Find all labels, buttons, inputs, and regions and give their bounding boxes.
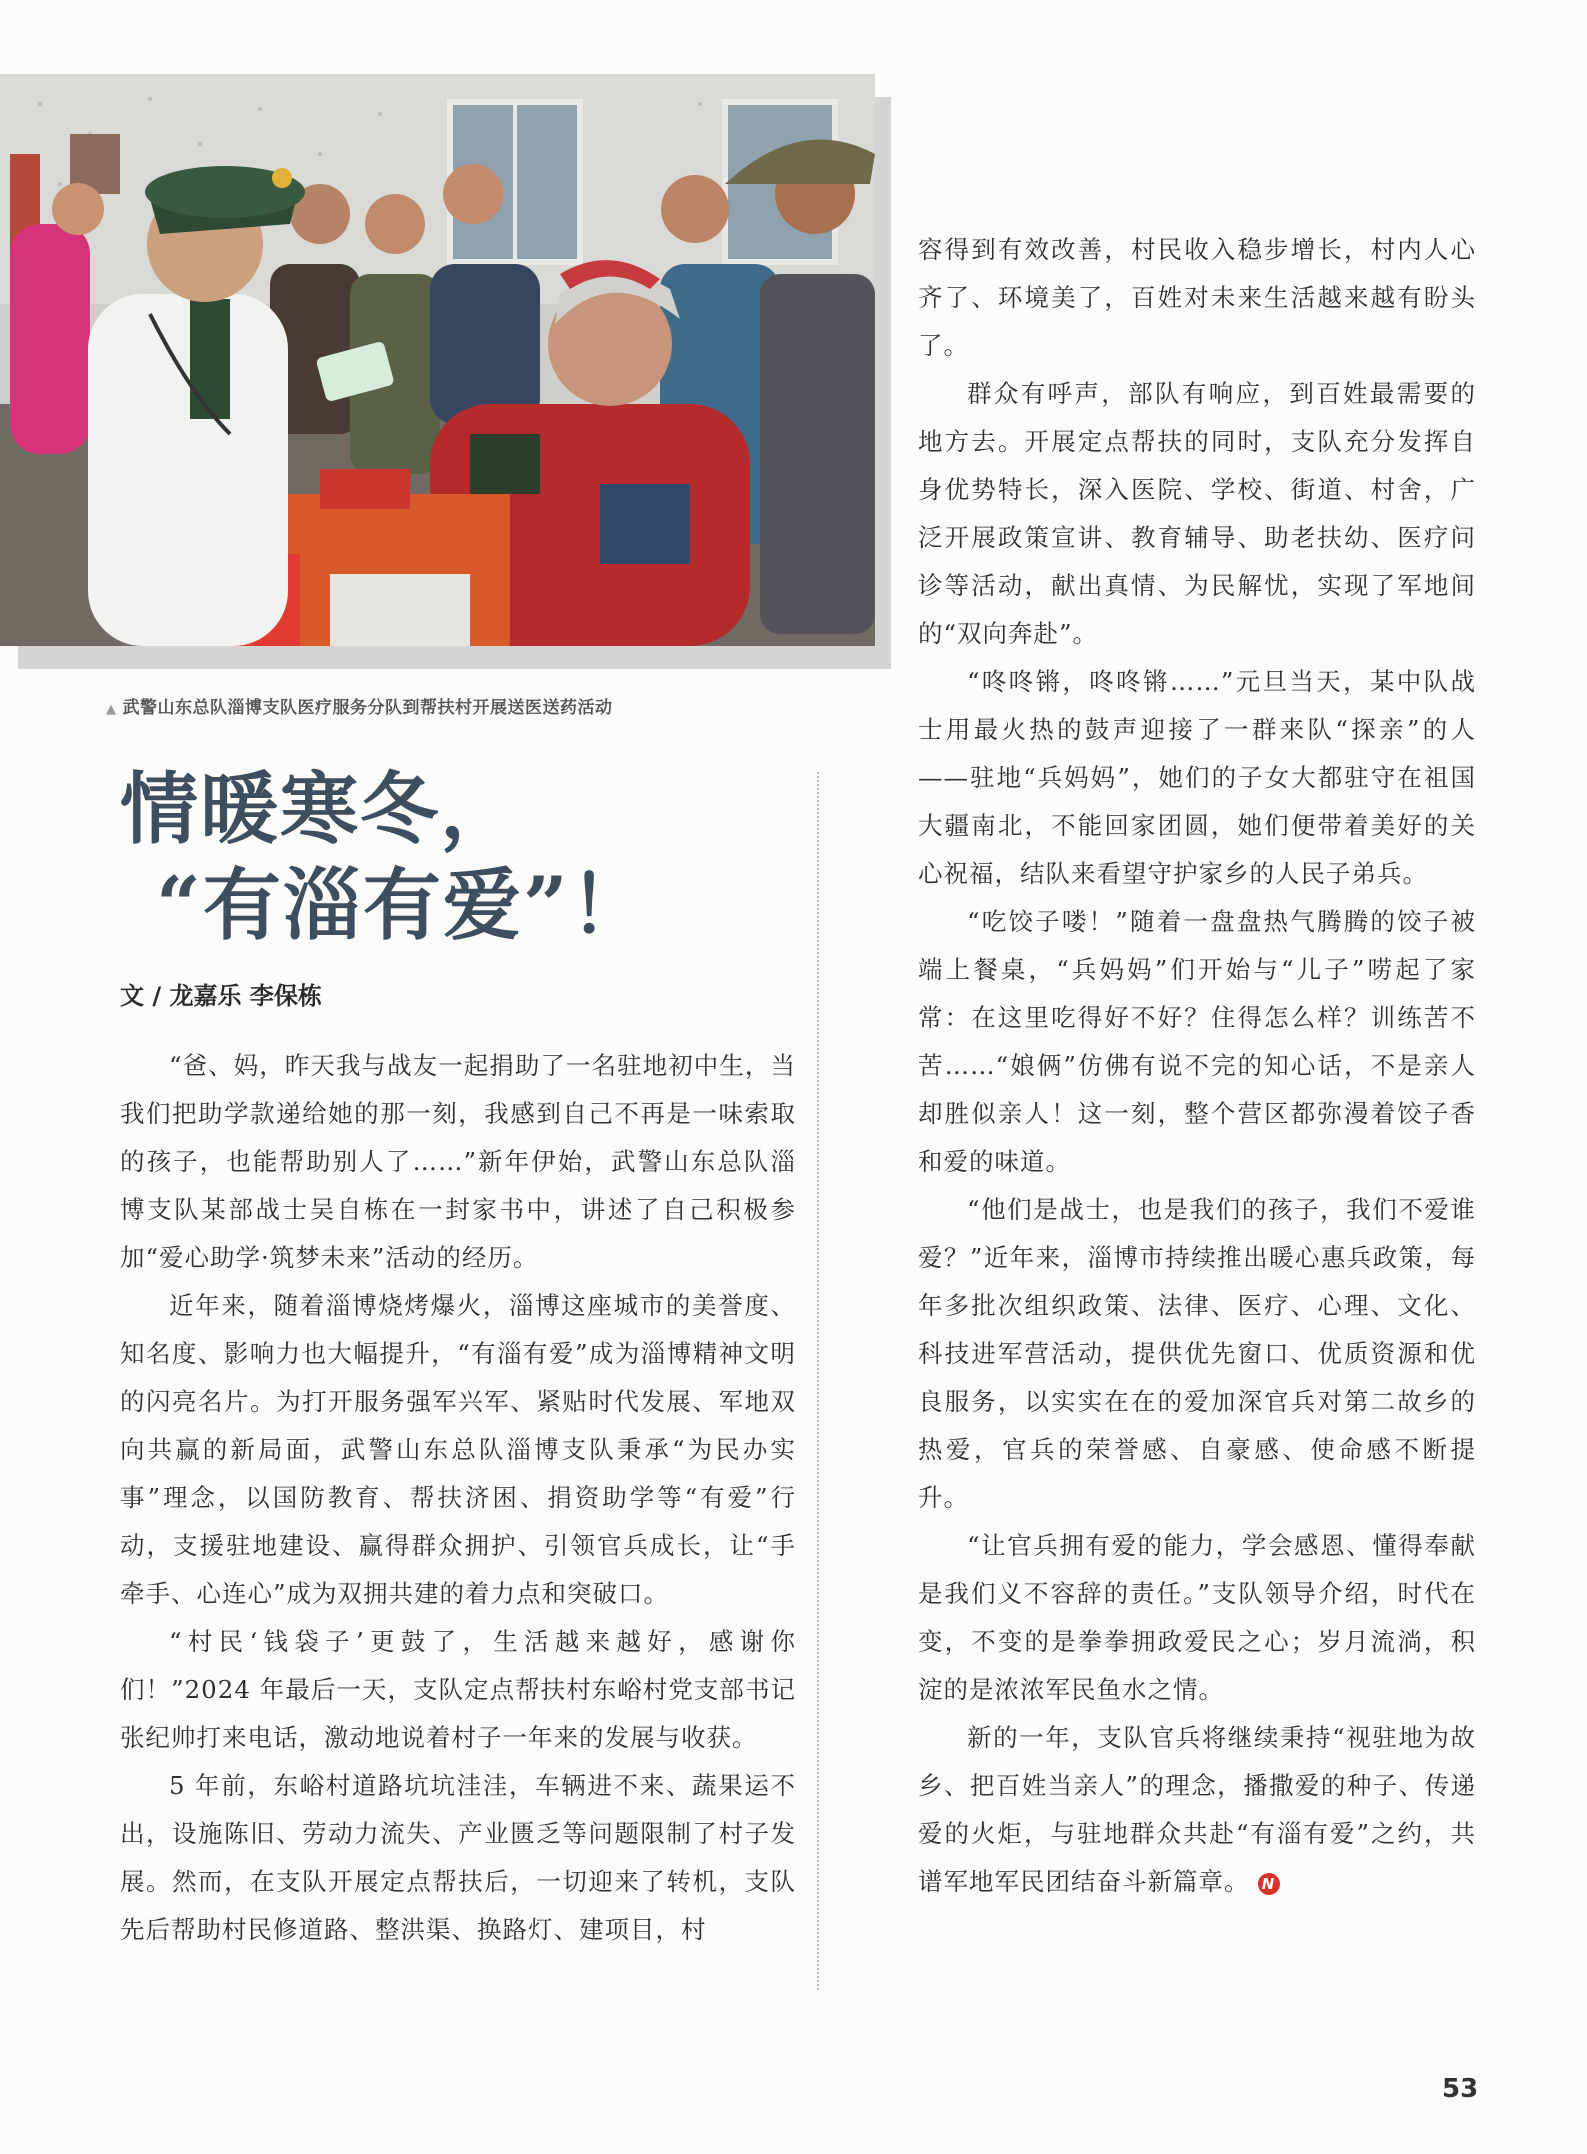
paragraph: 近年来，随着淄博烧烤爆火，淄博这座城市的美誉度、知名度、影响力也大幅提升，“有淄有爱”成为淄博精神文明的闪亮名片。为打开服务强军兴军、紧贴时代发展、军地双向共赢的新局面，武警山东总队淄博支队秉承“为民办实事”理念，以国防教育、帮扶济困、捐资助学等“有爱”行动，支援驻地建设、赢得群众拥护、引领官兵成长，让“手牵手、心连心”成为双拥共建的着力点和突破口。 [120, 1291, 796, 1608]
column-divider [817, 772, 819, 1990]
paragraph: “他们是战士，也是我们的孩子，我们不爱谁爱？”近年来，淄博市持续推出暖心惠兵政策，每年多批次组织政策、法律、医疗、心理、文化、科技进军营活动，提供优先窗口、优质资源和优良服务，以实实在在的爱加深官兵对第二故乡的热爱，官兵的荣誉感、自豪感、使命感不断提升。 [918, 1195, 1476, 1512]
paragraph-continuation: 容得到有效改善，村民收入稳步增长，村内人心齐了、环境美了，百姓对未来生活越来越有盼头了。 [918, 235, 1476, 360]
right-column [918, 226, 1476, 1906]
photo-caption [106, 693, 866, 718]
caption-triangle-icon: ▲ [106, 702, 117, 717]
last-paragraph [918, 1714, 1476, 1906]
paragraph: “咚咚锵，咚咚锵……”元旦当天，某中队战士用最火热的鼓声迎接了一群来队“探亲”的人——驻地“兵妈妈”，她们的子女大都驻守在祖国大疆南北，不能回家团圆，她们便带着美好的关心祝福，结队来看望守护家乡的人民子弟兵。 [918, 667, 1476, 888]
paragraph: “让官兵拥有爱的能力，学会感恩、懂得奉献是我们义不容辞的责任。”支队领导介绍，时代在变，不变的是拳拳拥政爱民之心；岁月流淌，积淀的是浓浓军民鱼水之情。 [918, 1531, 1476, 1704]
article-photo [0, 74, 875, 646]
page-number: 53 [1442, 2074, 1479, 2104]
paragraph: “爸、妈，昨天我与战友一起捐助了一名驻地初中生，当我们把助学款递给她的那一刻，我感到自己不再是一味索取的孩子，也能帮助别人了……”新年伊始，武警山东总队淄博支队某部战士吴自栋在一封家书中，讲述了自己积极参加“爱心助学·筑梦未来”活动的经历。 [120, 1051, 796, 1272]
paragraph: 群众有呼声，部队有响应，到百姓最需要的地方去。开展定点帮扶的同时，支队充分发挥自身优势特长，深入医院、学校、街道、村舍，广泛开展政策宣讲、教育辅导、助老扶幼、医疗问诊等活动，献出真情、为民解忧，实现了军地间的“双向奔赴”。 [918, 379, 1476, 648]
title-line-1: 情暖寒冬， [120, 764, 521, 855]
paragraph-text: 新的一年，支队官兵将继续秉持“视驻地为故乡、把百姓当亲人”的理念，播撒爱的种子、传递爱的火炬，与驻地群众共赴“有淄有爱”之约，共谱军地军民团结奋斗新篇章。 [918, 1723, 1476, 1896]
caption-text: 武警山东总队淄博支队医疗服务分队到帮扶村开展送医送药活动 [122, 698, 613, 718]
left-column [120, 1042, 796, 1954]
paragraph: “村民‘钱袋子’更鼓了，生活越来越好，感谢你们！”2024 年最后一天，支队定点帮扶村东峪村党支部书记张纪帅打来电话，激动地说着村子一年来的发展与收获。 [120, 1627, 796, 1752]
byline: 文 / 龙嘉乐 李保栋 [120, 982, 322, 1010]
end-mark-icon: N [1258, 1873, 1280, 1895]
paragraph: 5 年前，东峪村道路坑坑洼洼，车辆进不来、蔬果运不出，设施陈旧、劳动力流失、产业匮乏等问题限制了村子发展。然而，在支队开展定点帮扶后，一切迎来了转机，支队先后帮助村民修道路、整洪渠、换路灯、建项目，村 [120, 1771, 796, 1944]
paragraph: “吃饺子喽！”随着一盘盘热气腾腾的饺子被端上餐桌，“兵妈妈”们开始与“儿子”唠起了家常：在这里吃得好不好？住得怎么样？训练苦不苦……“娘俩”仿佛有说不完的知心话，不是亲人却胜似亲人！这一刻，整个营区都弥漫着饺子香和爱的味道。 [918, 907, 1476, 1176]
article-title [120, 762, 780, 954]
title-line-2: “有淄有爱”！ [156, 860, 650, 951]
